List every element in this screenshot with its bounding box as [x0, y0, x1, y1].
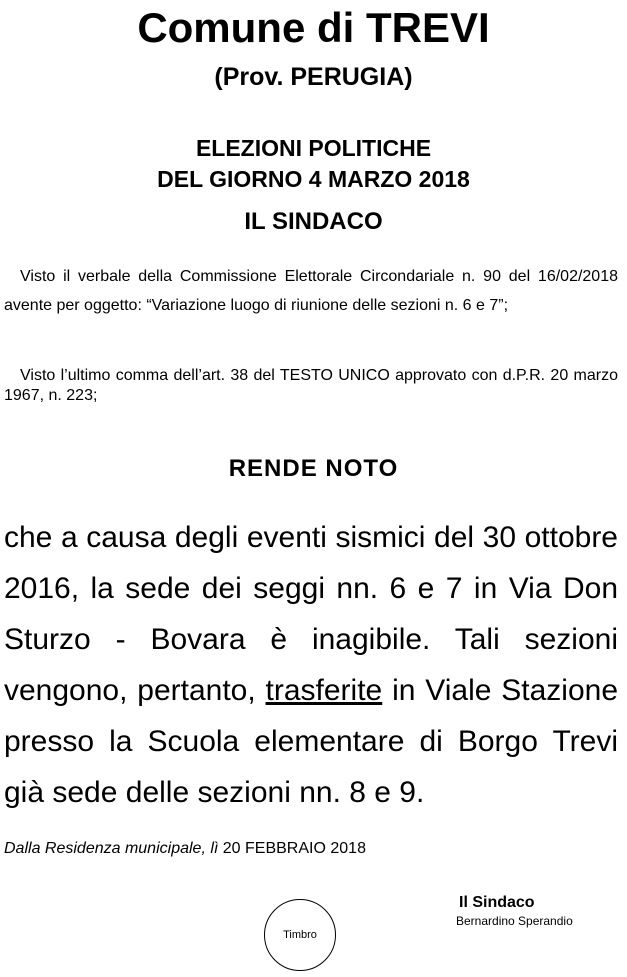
page-title: Comune di TREVI [137, 4, 490, 51]
mayor-heading: IL SINDACO [244, 208, 383, 235]
announcement-heading: RENDE NOTO [228, 455, 399, 482]
signature-title: Il Sindaco [459, 894, 535, 911]
province-subtitle: (Prov. PERUGIA) [214, 63, 413, 91]
body-text-after: in Viale Stazione presso la Scuola elementare di Borgo Trevi già sede delle sezioni nn. 8 e 9. [4, 674, 619, 809]
premise-paragraph-2: Visto l’ultimo comma dell’art. 38 del TESTO UNICO approvato con d.P.R. 20 marzo 1967, n. 223; [4, 367, 618, 404]
stamp-label: Timbro [283, 929, 317, 941]
election-heading-line1: ELEZIONI POLITICHE [195, 135, 432, 161]
body-text-underlined: trasferite [265, 674, 383, 707]
election-heading-line2: DEL GIORNO 4 MARZO 2018 [157, 166, 470, 192]
place-text: Dalla Residenza municipale, lì [4, 840, 219, 857]
signature-name: Bernardino Sperandio [456, 914, 573, 928]
announcement-body [4, 512, 618, 818]
date-text: 20 FEBBRAIO 2018 [218, 840, 366, 857]
body-text-before: che a causa degli eventi sismici del 30 ottobre 2016, la sede dei seggi nn. 6 e 7 in Via Don Sturzo - Bovara è inagibile. Tali sezioni vengono, pertanto, [4, 521, 618, 707]
place-date-line [4, 838, 366, 860]
premise-paragraph-1: Visto il verbale della Commissione Elettorale Circondariale n. 90 del 16/02/2018 avente per oggetto: “Variazione luogo di riunione delle sezioni n. 6 e 7”; [4, 268, 618, 314]
stamp-circle [264, 899, 336, 971]
